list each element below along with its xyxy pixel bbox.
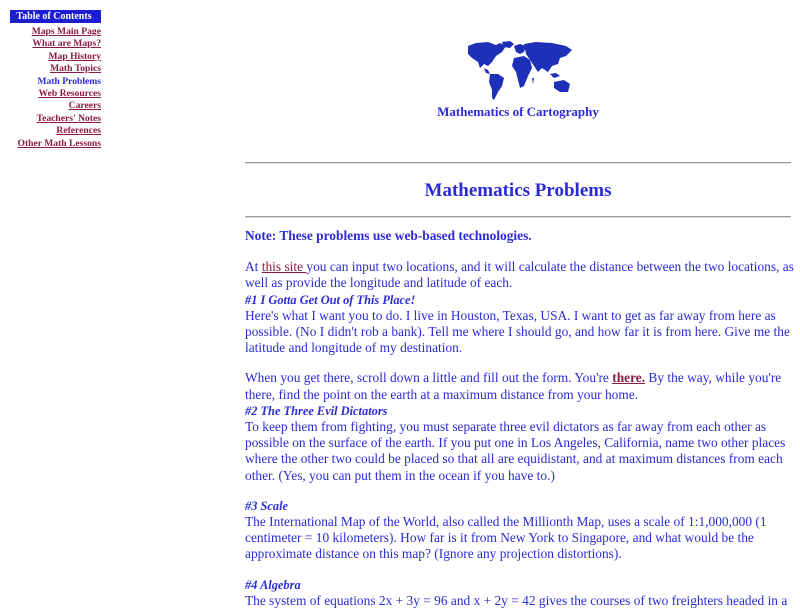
page-title: Mathematics Problems (424, 180, 612, 201)
problem-1-extra-suffix: By the way, while you're there, find the point on the earth at a maximum distance from your home. (245, 370, 782, 402)
spacer (245, 484, 795, 498)
intro-prefix: At (245, 259, 262, 275)
sidebar-nav (10, 10, 101, 150)
problem-1-extra-prefix: When you get there, scroll down a little and fill out the form. You're (245, 370, 613, 386)
nav-web-resources[interactable]: Web Resources (38, 88, 101, 100)
nav-other-math-lessons[interactable]: Other Math Lessons (17, 137, 101, 149)
divider-bottom (245, 216, 791, 218)
nav-teachers-notes[interactable]: Teachers' Notes (36, 112, 101, 124)
problem-4-text: The system of equations 2x + 3y = 96 and x + 2y = 42 gives the courses of two freighters headed in a (245, 592, 788, 608)
problem-3-title: #3 Scale (245, 498, 289, 513)
note-text: Note: These problems use web-based technologies. (245, 228, 532, 243)
nav-references[interactable]: References (56, 125, 101, 137)
problem-3-text: The International Map of the World, also called the Millionth Map, uses a scale of 1:1,000,000 (1 centimeter = 10 kilometers). How far is it from New York to Singapore, and what would be the approximate distance on this map? (Ignore any projection distortions). (245, 514, 767, 562)
nav-maps-main-page[interactable]: Maps Main Page (31, 26, 101, 37)
intro-suffix: you can input two locations, and it will calculate the distance between the two locations, as well as provide the longitude and latitude of each. (245, 259, 794, 291)
main-content (245, 228, 795, 609)
nav-careers[interactable]: Careers (68, 100, 101, 112)
problem-1-title: #1 I Gotta Get Out of This Place! (245, 292, 416, 307)
nav-math-problems: Math Problems (37, 75, 101, 87)
nav-map-history[interactable]: Map History (48, 50, 101, 62)
this-site-link[interactable]: this site (261, 259, 307, 275)
nav-what-are-maps[interactable]: What are Maps? (32, 38, 101, 50)
nav-math-topics[interactable]: Math Topics (50, 63, 101, 75)
problem-4-title: #4 Algebra (245, 577, 301, 592)
toc-header: Table of Contents (10, 10, 101, 23)
there-link[interactable]: there. (612, 370, 646, 386)
world-map-icon (462, 40, 574, 102)
intro-paragraph (245, 259, 795, 291)
spacer (245, 563, 795, 577)
problem-1-text: Here's what I want you to do. I live in Houston, Texas, USA. I want to get as far away from here as possible. (No I didn't rob a bank). Tell me where I should go, and how far it is from here. Give me the latitude and longitude of my destination. (245, 307, 790, 356)
problem-2-text: To keep them from fighting, you must separate three evil dictators as far away from each other as possible on the surface of the earth. If you put one in Los Angeles, California, name two other places where the other two could be placed so that all are equidistant, and at maximum distances from each other. (Yes, you can put them in the ocean if you have to.) (245, 419, 786, 483)
problem-1-extra (245, 370, 795, 402)
site-title: Mathematics of Cartography (437, 104, 599, 119)
spacer (245, 356, 795, 370)
divider-top (245, 162, 791, 164)
problem-2-title: #2 The Three Evil Dictators (245, 403, 388, 418)
